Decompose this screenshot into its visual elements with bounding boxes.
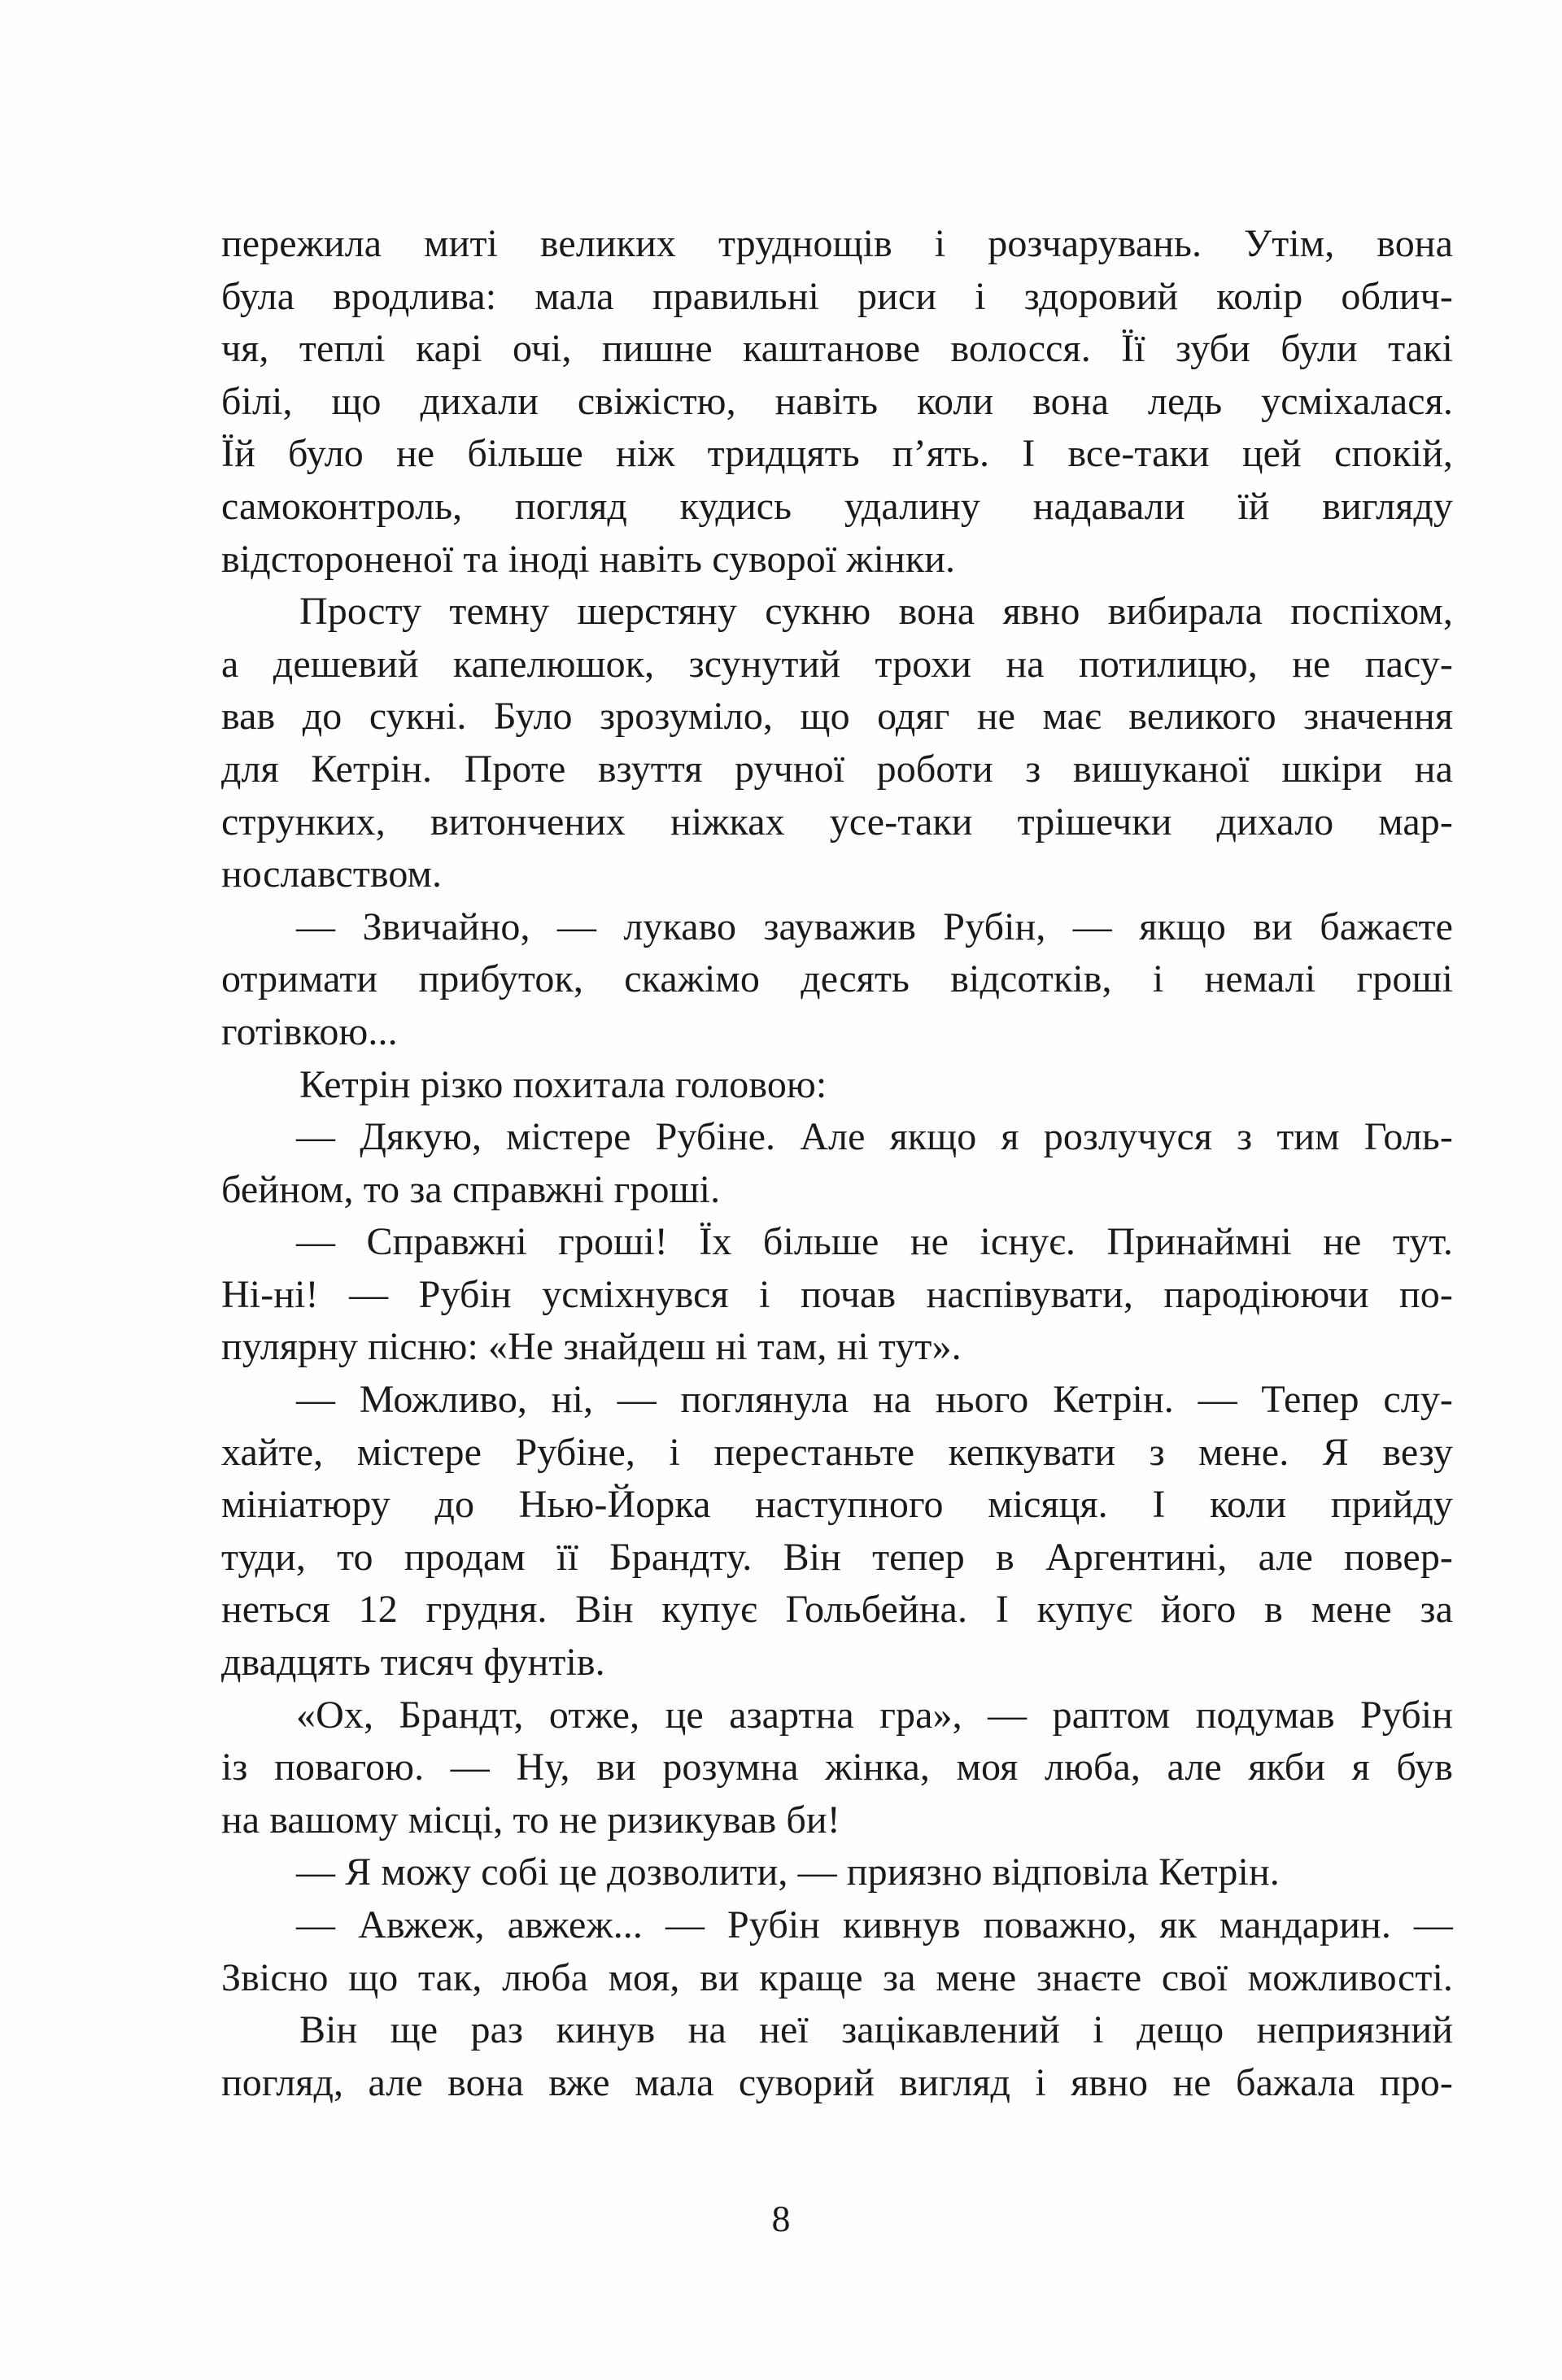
text-line: Їй було не більше ніж тридцять п’ять. І все-таки цей спокій, — [221, 432, 1453, 476]
text-line: мініатюру до Нью-Йорка наступного місяця. І коли прийду — [221, 1483, 1453, 1527]
text-line: неться 12 грудня. Він купує Гольбейна. І купує його в мене за — [221, 1588, 1453, 1632]
text-line: самоконтроль, погляд кудись удалину надавали їй вигляду — [221, 484, 1453, 528]
text-line: — Авжеж, авжеж... — Рубін кивнув поважно, як мандарин. — — [296, 1903, 1453, 1946]
text-line: погляд, але вона вже мала суворий вигляд і явно не бажала про- — [221, 2060, 1453, 2104]
text-line: Просту темну шерстяну сукню вона явно вибирала поспіхом, — [299, 590, 1453, 634]
text-line: для Кетрін. Проте взуття ручної роботи з вишуканої шкіри на — [221, 747, 1453, 791]
text-line: а дешевий капелюшок, зсунутий трохи на потилицю, не пасу- — [221, 642, 1453, 686]
text-line: білі, що дихали свіжістю, навіть коли вона ледь усміхалася. — [221, 379, 1453, 423]
text-line: Ні-ні! — Рубін усміхнувся і почав наспівувати, пародіюючи по- — [221, 1272, 1453, 1316]
text-line: струнких, витончених ніжках усе-таки трішечки дихало мар- — [221, 800, 1453, 843]
text-line: вав до сукні. Було зрозуміло, що одяг не має великого значення — [221, 695, 1453, 739]
text-line: двадцять тисяч фунтів. — [221, 1641, 605, 1685]
text-line: пулярну пісню: «Не знайдеш ні там, ні тут». — [221, 1325, 962, 1369]
text-line: «Ох, Брандт, отже, це азартна гра», — раптом подумав Рубін — [296, 1693, 1453, 1737]
text-line: Звісно що так, люба моя, ви краще за мене знаєте свої можливості. — [221, 1955, 1453, 1999]
text-line: була вродлива: мала правильні риси і здоровий колір облич- — [221, 274, 1453, 318]
page-number: 8 — [771, 2198, 791, 2239]
text-line: отримати прибуток, скажімо десять відсотків, і немалі гроші — [221, 957, 1453, 1001]
text-line: хайте, містере Рубіне, і перестаньте кепкувати з мене. Я везу — [221, 1430, 1453, 1474]
text-line: із повагою. — Ну, ви розумна жінка, моя люба, але якби я був — [221, 1746, 1453, 1789]
text-line: — Справжні гроші! Їх більше не існує. Принаймні не тут. — [296, 1220, 1453, 1264]
text-line: — Звичайно, — лукаво зауважив Рубін, — якщо ви бажаєте — [296, 904, 1453, 948]
text-line: — Можливо, ні, — поглянула на нього Кетрін. — Тепер слу- — [296, 1378, 1453, 1422]
text-line: пережила миті великих труднощів і розчарувань. Утім, вона — [221, 222, 1453, 265]
text-line: Кетрін різко похитала головою: — [299, 1062, 827, 1106]
body-text — [221, 218, 1453, 2109]
text-line: бейном, то за справжні гроші. — [221, 1167, 721, 1211]
text-line: готівкою... — [221, 1009, 398, 1053]
text-line: на вашому місці, то не ризикував би! — [221, 1798, 840, 1842]
text-line: відстороненої та іноді навіть суворої жінки. — [221, 537, 956, 581]
text-line: Він ще раз кинув на неї зацікавлений і дещо неприязний — [299, 2008, 1453, 2052]
text-line: нославством. — [221, 852, 443, 896]
text-line: — Я можу собі це дозволити, — приязно відповіла Кетрін. — [296, 1850, 1280, 1894]
text-line: туди, то продам її Брандту. Він тепер в Аргентині, але повер- — [221, 1535, 1453, 1579]
text-line: — Дякую, містере Рубіне. Але якщо я розлучуся з тим Голь- — [296, 1115, 1453, 1159]
text-line: чя, теплі карі очі, пишне каштанове волосся. Її зуби були такі — [221, 327, 1453, 371]
